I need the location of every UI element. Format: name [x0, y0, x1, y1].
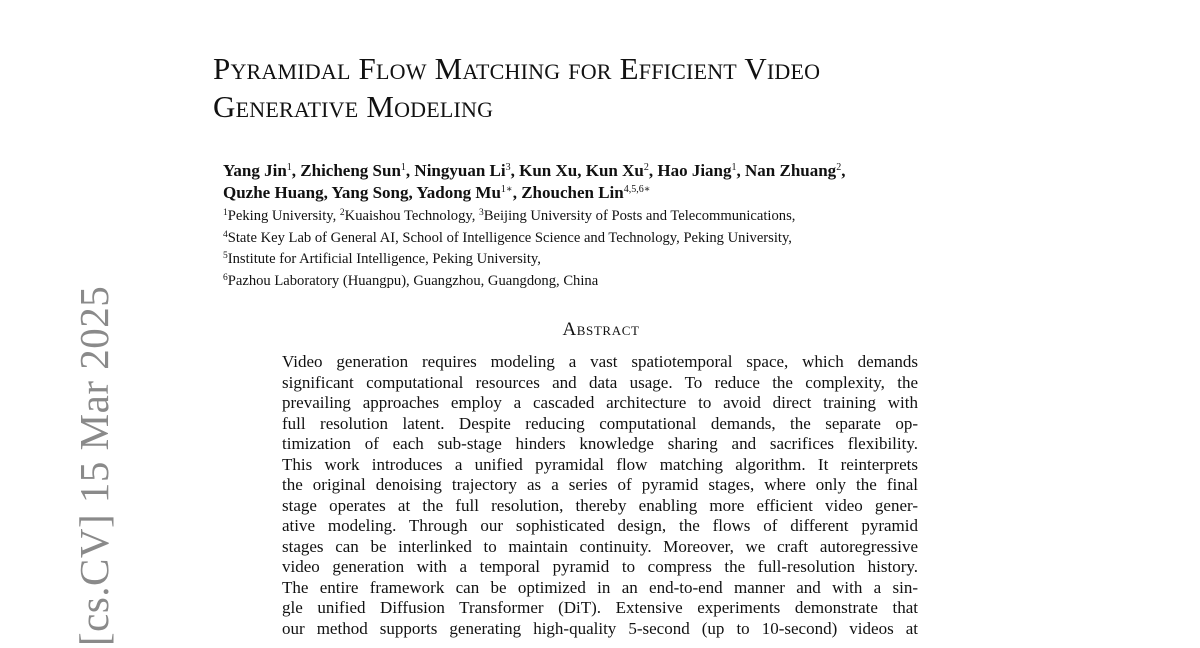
affiliation-mark: 3 — [479, 208, 484, 218]
author-name: Zhouchen Lin — [521, 183, 624, 202]
author-name: Zhicheng Sun — [300, 161, 401, 180]
abstract-line: gle unified Diffusion Transformer (DiT). Extensive experiments demonstrate that — [282, 598, 918, 617]
author-affil-mark: 2 — [643, 162, 649, 173]
author-list — [223, 160, 1043, 204]
author-affil-mark: 4,5,6∗ — [623, 184, 651, 195]
paper-title — [213, 50, 1073, 126]
author-separator: , — [512, 183, 522, 202]
author-name: Nan Zhuang — [745, 161, 837, 180]
author-separator: , — [841, 161, 846, 180]
abstract-line: significant computational resources and data usage. To reduce the complexity, the — [282, 372, 918, 392]
arxiv-side-stamp — [28, 285, 117, 648]
affiliation-text: Pazhou Laboratory (Huangpu), Guangzhou, Guangdong, China — [227, 272, 599, 289]
abstract-line: The entire framework can be optimized in an end-to-end manner and with a sin- — [282, 577, 918, 597]
abstract-line: video generation with a temporal pyramid to compress the full-resolution history. — [282, 557, 918, 576]
author-name: Ningyuan Li — [414, 161, 506, 180]
affiliation-line — [223, 206, 1043, 228]
author-affil-mark: 3 — [505, 162, 511, 173]
author-separator: , — [291, 161, 301, 180]
affiliation-line — [223, 228, 1043, 250]
author-affil-mark: 1 — [731, 162, 737, 173]
affiliation-text: State Key Lab of General AI, School of Intelligence Science and Technology, Peking University, — [227, 229, 792, 246]
affiliation-mark: 2 — [339, 208, 345, 218]
author-affil-mark: 1 — [400, 162, 406, 173]
paper-title-line-2: Generative Modeling — [213, 89, 494, 124]
affiliation-list — [223, 206, 1043, 292]
abstract-line: full resolution latent. Despite reducing computational demands, the separate op- — [282, 413, 918, 433]
abstract-line: timization of each sub-stage hinders knowledge sharing and sacrifices flexibility. — [282, 434, 918, 453]
affiliation-text: Institute for Artificial Intelligence, Peking University, — [227, 251, 541, 268]
author-name: Kun Xu, Kun Xu — [519, 161, 644, 180]
abstract-line: Video generation requires modeling a vast spatiotemporal space, which demands — [282, 352, 918, 371]
affiliation-mark: 1 — [223, 208, 228, 218]
abstract-line: ative modeling. Through our sophisticated design, the flows of different pyramid — [282, 516, 918, 535]
author-separator: , — [648, 161, 658, 180]
author-affil-mark: 2 — [836, 162, 842, 173]
abstract-body — [282, 352, 918, 639]
affiliation-text: Kuaishou Technology, — [344, 208, 480, 224]
author-separator: , — [510, 161, 520, 180]
author-separator: , — [405, 161, 415, 180]
author-name: Hao Jiang — [657, 161, 732, 180]
abstract-line: prevailing approaches employ a cascaded architecture to avoid direct training with — [282, 393, 918, 412]
author-separator: , — [736, 161, 745, 180]
affiliation-mark: 6 — [223, 272, 228, 283]
affiliation-line — [223, 271, 1043, 293]
affiliation-text: Peking University, — [227, 208, 340, 224]
abstract-line: stage operates at the full resolution, thereby enabling more efficient video gener- — [282, 495, 918, 515]
abstract-line: the original denoising trajectory as a series of pyramid stages, where only the final — [282, 475, 918, 494]
arxiv-side-stamp-text: [cs.CV] 15 Mar 2025 — [71, 285, 117, 646]
author-affil-mark: 1∗ — [500, 184, 513, 195]
affiliation-line — [223, 249, 1043, 271]
abstract-line: our method supports generating high-quality 5-second (up to 10-second) videos at — [282, 618, 918, 638]
abstract-line: This work introduces a unified pyramidal flow matching algorithm. It reinterprets — [282, 454, 918, 474]
affiliation-text: Beijing University of Posts and Telecommunications, — [483, 208, 796, 224]
affiliation-mark: 4 — [223, 229, 228, 240]
abstract-heading-text: Abstract — [562, 319, 640, 340]
author-name: Yang Jin — [223, 161, 287, 180]
author-line-1 — [223, 160, 1043, 182]
author-affil-mark: 1 — [286, 162, 292, 173]
affiliation-mark: 5 — [223, 251, 228, 262]
paper-title-line-1: Pyramidal Flow Matching for Efficient Video — [213, 51, 821, 86]
author-name: Quzhe Huang, Yang Song, Yadong Mu — [223, 183, 501, 202]
author-line-2 — [223, 182, 1043, 204]
abstract-heading — [0, 319, 1200, 341]
abstract-line: stages can be interlinked to maintain continuity. Moreover, we craft autoregressive — [282, 536, 918, 556]
